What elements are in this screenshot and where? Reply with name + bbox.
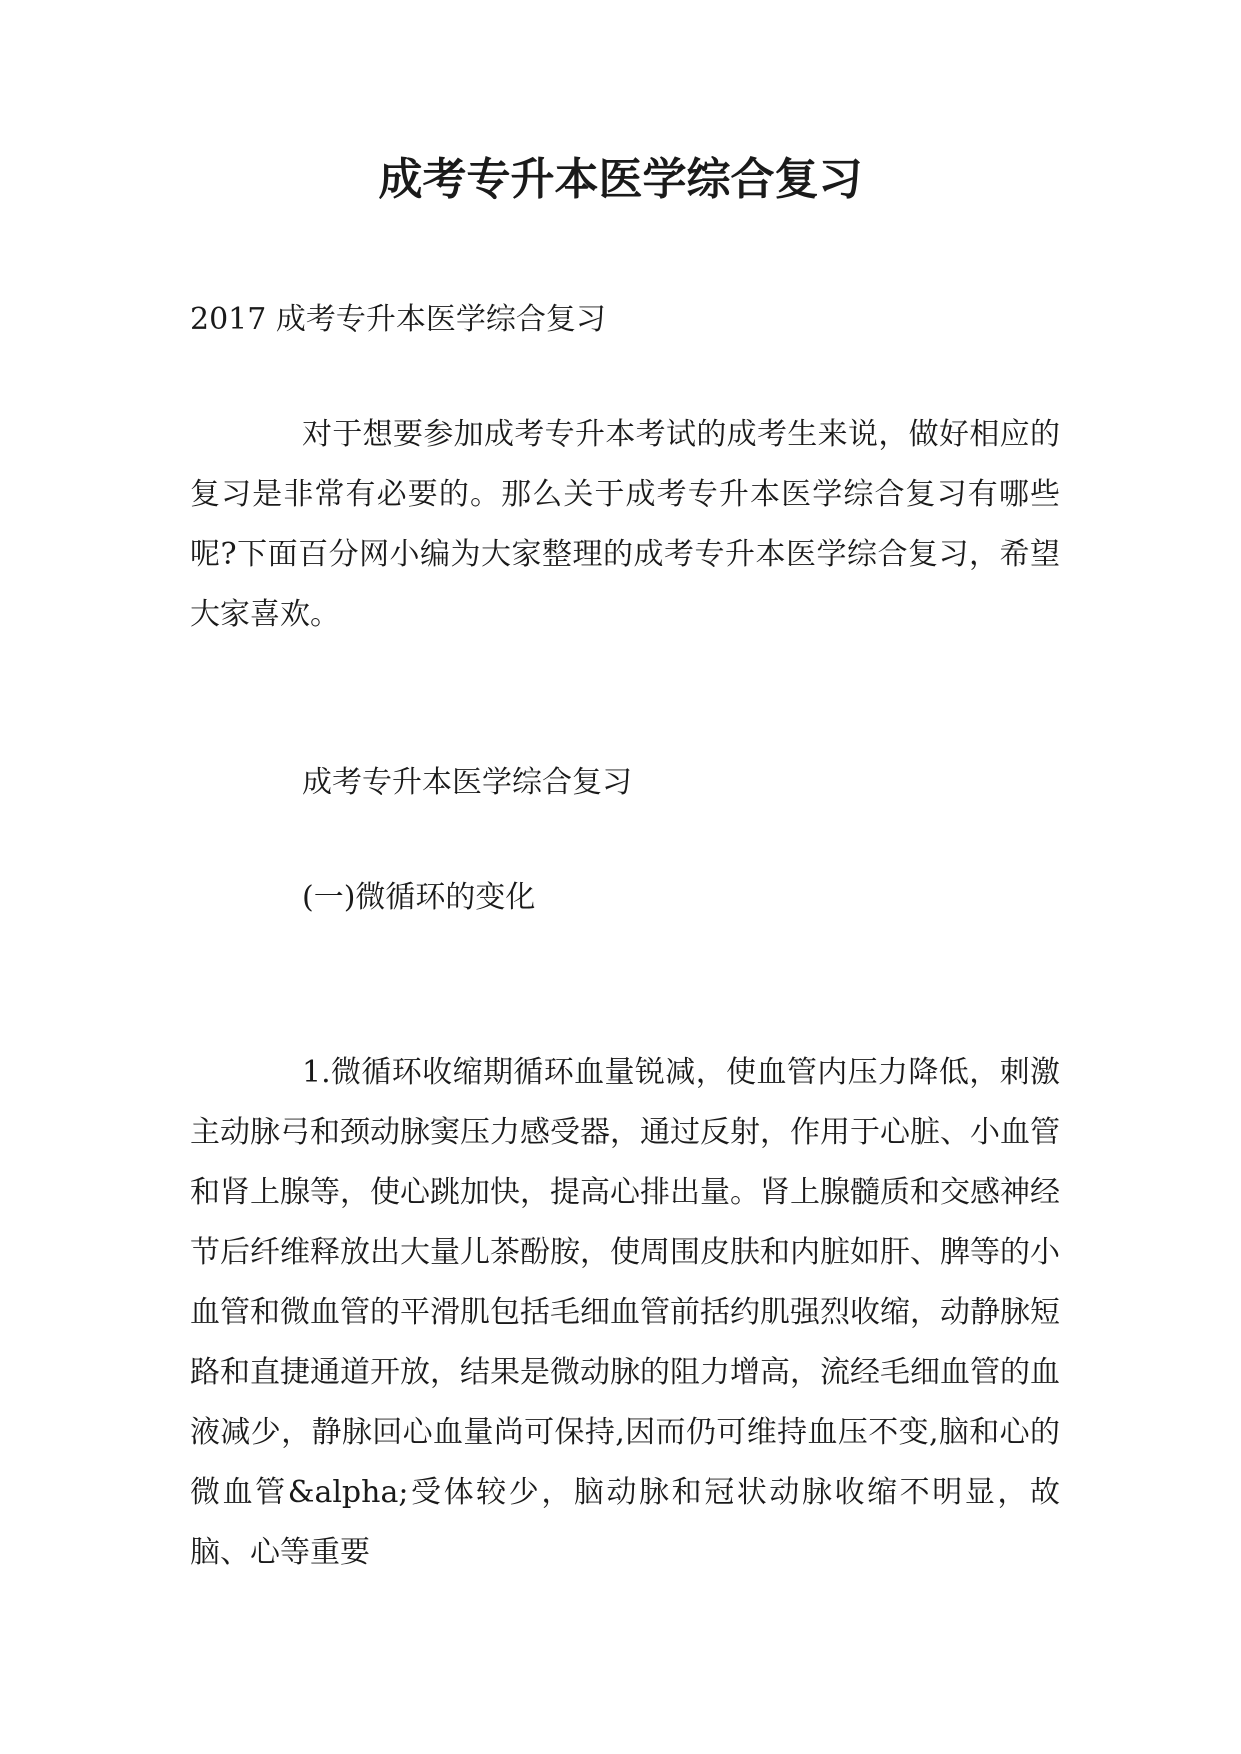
document-subtitle: 2017 成考专升本医学综合复习 — [190, 302, 606, 337]
section-heading: 成考专升本医学综合复习 — [302, 765, 632, 800]
document-title: 成考专升本医学综合复习 — [378, 154, 863, 205]
sub-heading: (一)微循环的变化 — [302, 880, 536, 915]
body-paragraph: 1.微循环收缩期循环血量锐减，使血管内压力降低，刺激主动脉弓和颈动脉窦压力感受器，通过反射，作用于心脏、小血管和肾上腺等，使心跳加快，提高心排出量。肾上腺髓质和交感神经节后纤维释放出大量儿茶酚胺，使周围皮肤和内脏如肝、脾等的小血管和微血管的平滑肌包括毛细血管前括约肌强烈收缩，动静脉短路和直捷通道开放，结果是微动脉的阻力增高，流经毛细血管的血液减少，静脉回心血量尚可保持,因而仍可维持血压不变,脑和心的微血管&alpha;受体较少，脑动脉和冠状动脉收缩不明显，故脑、心等重要 — [190, 1055, 1060, 1570]
intro-paragraph: 对于想要参加成考专升本考试的成考生来说，做好相应的复习是非常有必要的。那么关于成考专升本医学综合复习有哪些呢?下面百分网小编为大家整理的成考专升本医学综合复习，希望大家喜欢。 — [190, 417, 1060, 632]
